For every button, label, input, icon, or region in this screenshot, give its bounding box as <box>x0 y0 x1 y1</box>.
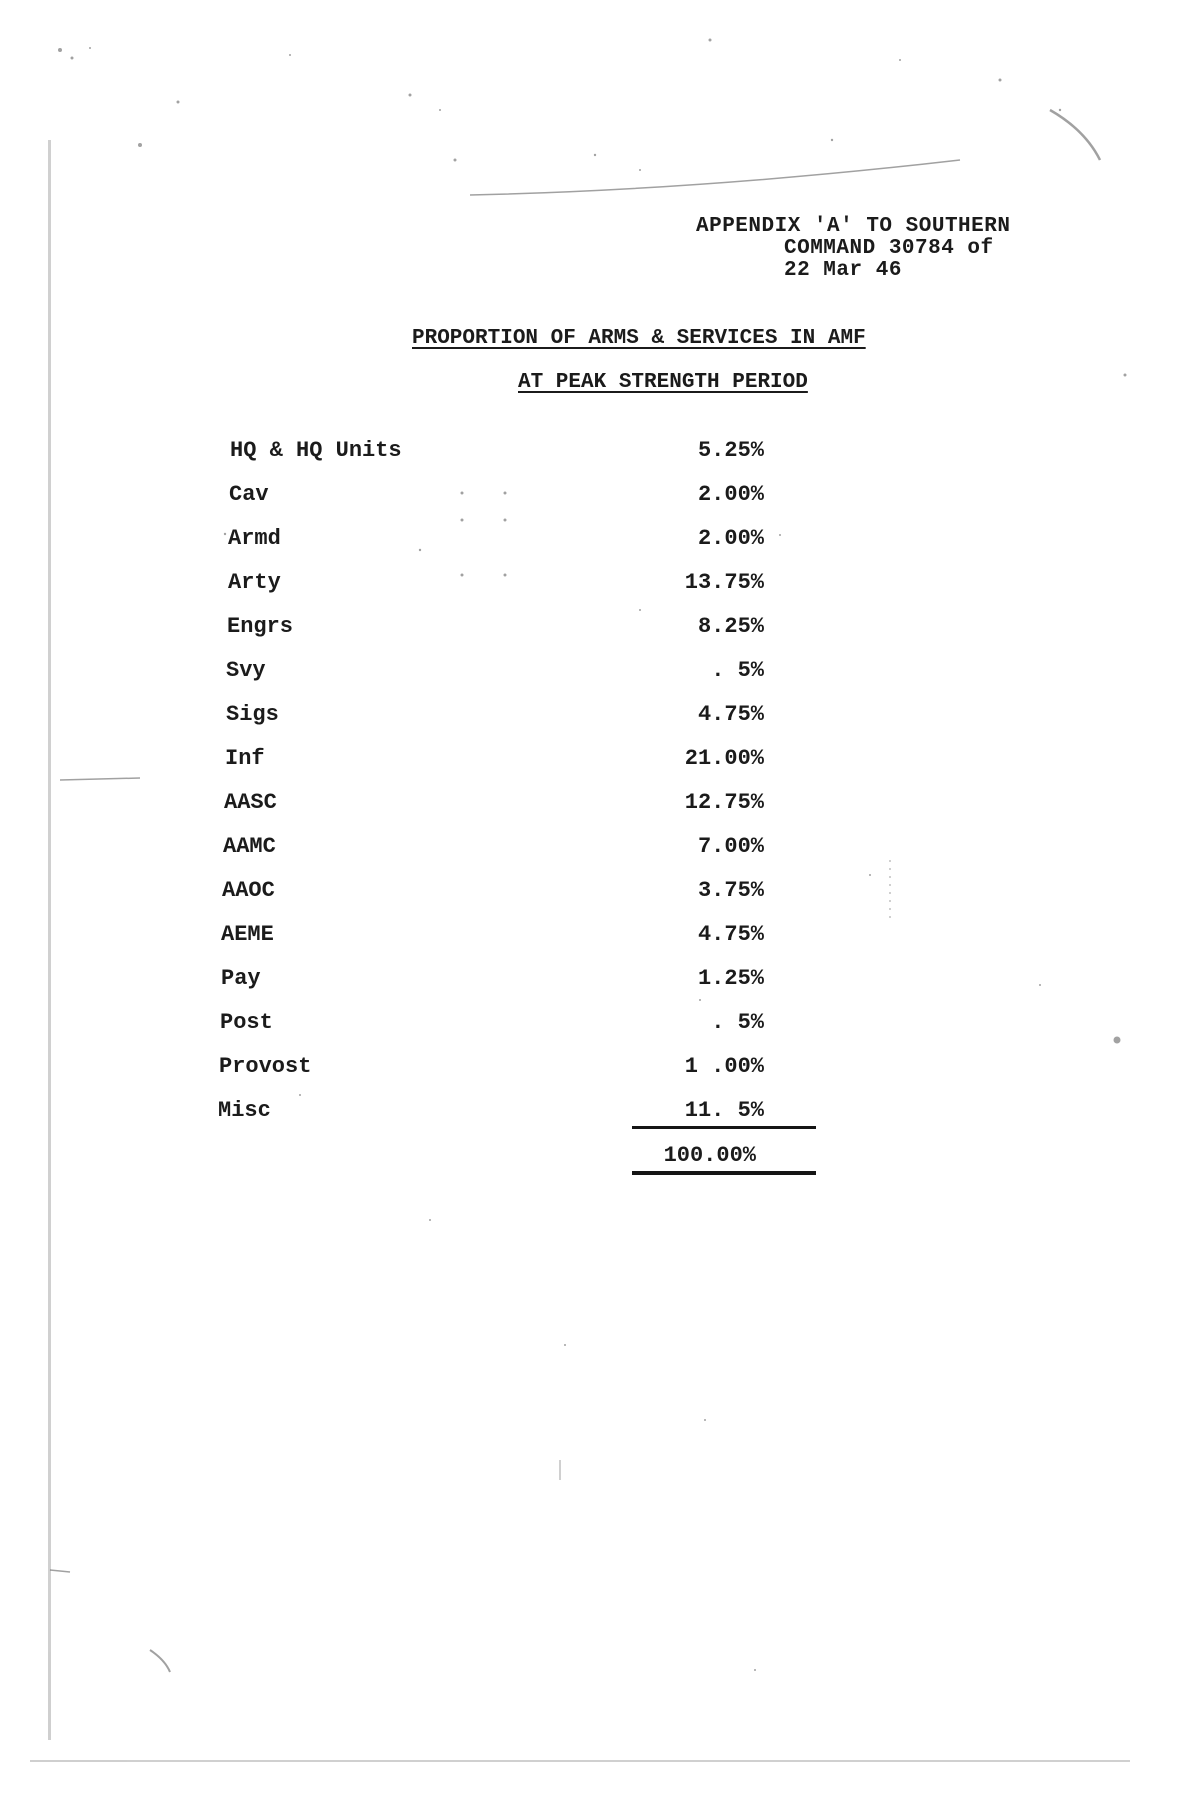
row-label: AASC <box>224 790 277 815</box>
row-label: Svy <box>226 658 266 683</box>
table-row <box>0 702 1196 732</box>
row-label: Sigs <box>226 702 279 727</box>
total-value: 100.00% <box>663 1143 756 1168</box>
row-label: AAOC <box>222 878 275 903</box>
row-value: . 5% <box>711 658 764 683</box>
total-rule <box>632 1171 816 1175</box>
row-value: 3.75% <box>697 878 764 903</box>
row-label: AAMC <box>223 834 276 859</box>
document-title-line-1: PROPORTION OF ARMS & SERVICES IN AMF <box>412 327 866 350</box>
row-label: Cav <box>229 482 269 507</box>
table-row <box>0 1098 1196 1128</box>
table-row <box>0 746 1196 776</box>
row-value: 2.00% <box>697 526 764 551</box>
table-row <box>0 482 1196 512</box>
row-label: Engrs <box>227 614 294 639</box>
row-value: 1 .00% <box>684 1054 764 1079</box>
table-row <box>0 614 1196 644</box>
table-row <box>0 438 1196 468</box>
row-label: Pay <box>221 966 261 991</box>
row-label: Misc <box>218 1098 271 1123</box>
table-row <box>0 834 1196 864</box>
table-row <box>0 966 1196 996</box>
row-value: 1.25% <box>697 966 764 991</box>
header-line-3: 22 Mar 46 <box>784 259 902 282</box>
row-label: AEME <box>221 922 274 947</box>
total-row <box>0 1143 1196 1173</box>
document-title-line-2: AT PEAK STRENGTH PERIOD <box>518 371 808 394</box>
header-line-1: APPENDIX 'A' TO SOUTHERN <box>696 215 1011 238</box>
header-line-2: COMMAND 30784 of <box>784 237 994 260</box>
row-value: 4.75% <box>697 702 764 727</box>
table-row <box>0 1010 1196 1040</box>
row-value: 13.75% <box>684 570 764 595</box>
row-value: 12.75% <box>684 790 764 815</box>
subtotal-rule <box>632 1126 816 1129</box>
table-row <box>0 878 1196 908</box>
row-label: Post <box>220 1010 273 1035</box>
row-value: 5.25% <box>697 438 764 463</box>
row-value: 7.00% <box>697 834 764 859</box>
table-row <box>0 790 1196 820</box>
table-row <box>0 922 1196 952</box>
table-row <box>0 658 1196 688</box>
row-label: Provost <box>219 1054 312 1079</box>
row-value: 4.75% <box>697 922 764 947</box>
row-label: Arty <box>228 570 281 595</box>
row-label: Armd <box>228 526 281 551</box>
row-value: . 5% <box>711 1010 764 1035</box>
row-value: 11. 5% <box>684 1098 764 1123</box>
appendix-header <box>696 216 1010 282</box>
row-value: 21.00% <box>684 746 764 771</box>
row-label: HQ & HQ Units <box>230 438 402 463</box>
table-row <box>0 526 1196 556</box>
table-row <box>0 570 1196 600</box>
row-value: 2.00% <box>697 482 764 507</box>
row-label: Inf <box>225 746 265 771</box>
row-value: 8.25% <box>697 614 764 639</box>
table-row <box>0 1054 1196 1084</box>
